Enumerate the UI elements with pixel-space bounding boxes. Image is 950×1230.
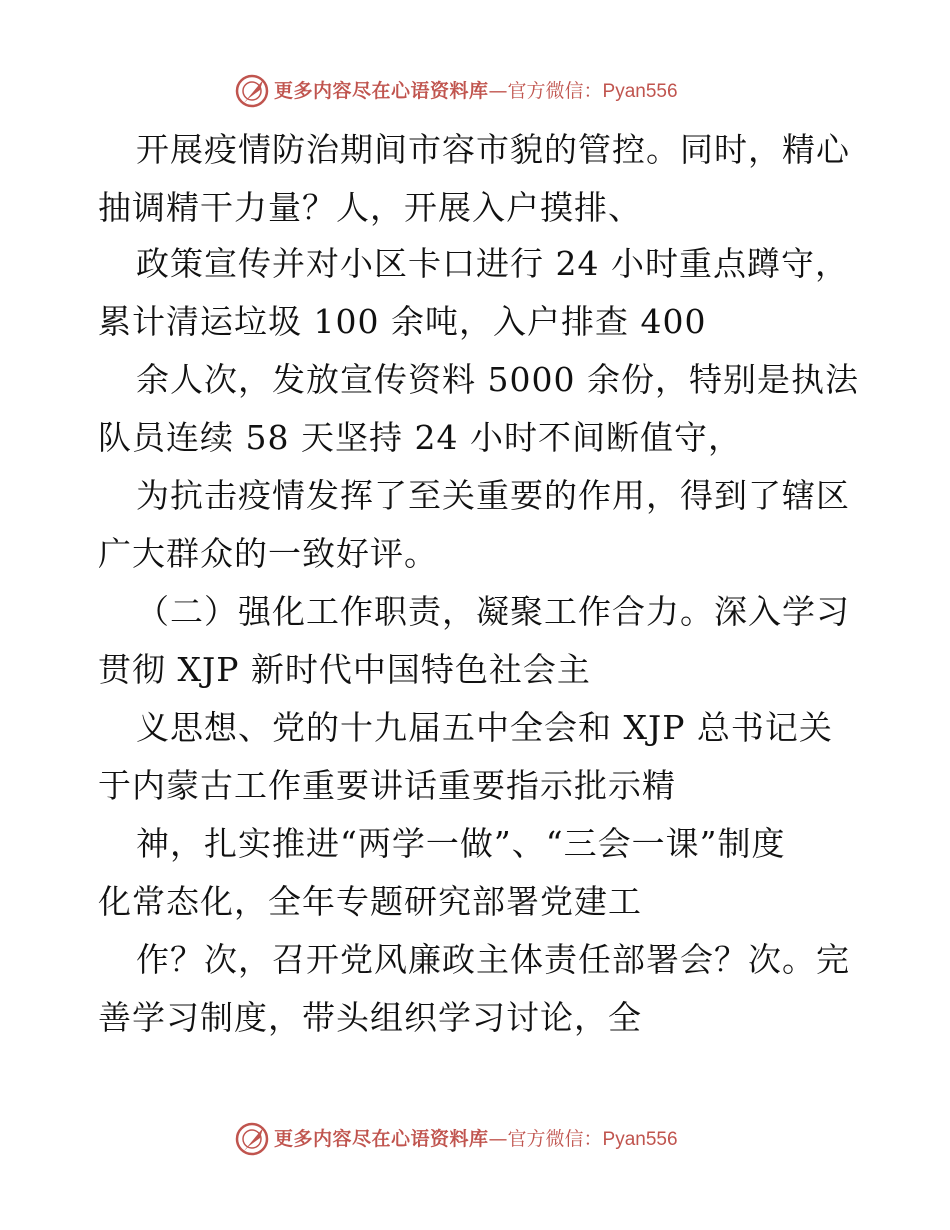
- paragraph-line: 政策宣传并对小区卡口进行 24 小时重点蹲守，: [136, 244, 849, 283]
- paragraph-line: 化常态化，全年专题研究部署党建工: [98, 882, 642, 921]
- header-banner: [0, 72, 950, 112]
- paragraph-line: 于内蒙古工作重要讲话重要指示批示精: [98, 766, 676, 805]
- banner-contact: 官方微信：Pyan556: [507, 1129, 678, 1150]
- paragraph-line: 善学习制度，带头组织学习讨论，全: [98, 998, 642, 1037]
- paragraph-line: 开展疫情防治期间市容市貌的管控。同时，精心: [136, 130, 850, 169]
- paragraph-line: 抽调精干力量？人，开展入户摸排、: [98, 188, 642, 227]
- footer-banner: [0, 1120, 950, 1160]
- quill-logo-icon: [235, 74, 269, 108]
- banner-separator: —: [488, 1128, 508, 1150]
- banner-separator: —: [488, 80, 508, 102]
- paragraph-line: 队员连续 58 天坚持 24 小时不间断值守，: [98, 418, 742, 457]
- paragraph-line: 义思想、党的十九届五中全会和 XJP 总书记关: [136, 708, 833, 747]
- paragraph-line: 贯彻 XJP 新时代中国特色社会主: [98, 650, 591, 689]
- quill-logo-icon: [235, 1122, 269, 1156]
- paragraph-line: 广大群众的一致好评。: [98, 534, 438, 573]
- paragraph-line: 余人次，发放宣传资料 5000 余份，特别是执法: [136, 360, 859, 399]
- paragraph-line: 作？次，召开党风廉政主体责任部署会？次。完: [136, 940, 850, 979]
- footer-banner-text: [274, 1126, 678, 1153]
- paragraph-line: 为抗击疫情发挥了至关重要的作用，得到了辖区: [136, 476, 850, 515]
- header-banner-text: [274, 78, 678, 105]
- banner-brand: 更多内容尽在心语资料库: [274, 1128, 489, 1150]
- banner-contact: 官方微信：Pyan556: [507, 81, 678, 102]
- paragraph-line: 累计清运垃圾 100 余吨，入户排查 400: [98, 302, 707, 341]
- section-heading-line: （二）强化工作职责，凝聚工作合力。深入学习: [136, 592, 850, 631]
- banner-brand: 更多内容尽在心语资料库: [274, 80, 489, 102]
- paragraph-line: 神，扎实推进“两学一做”、“三会一课”制度: [136, 824, 786, 863]
